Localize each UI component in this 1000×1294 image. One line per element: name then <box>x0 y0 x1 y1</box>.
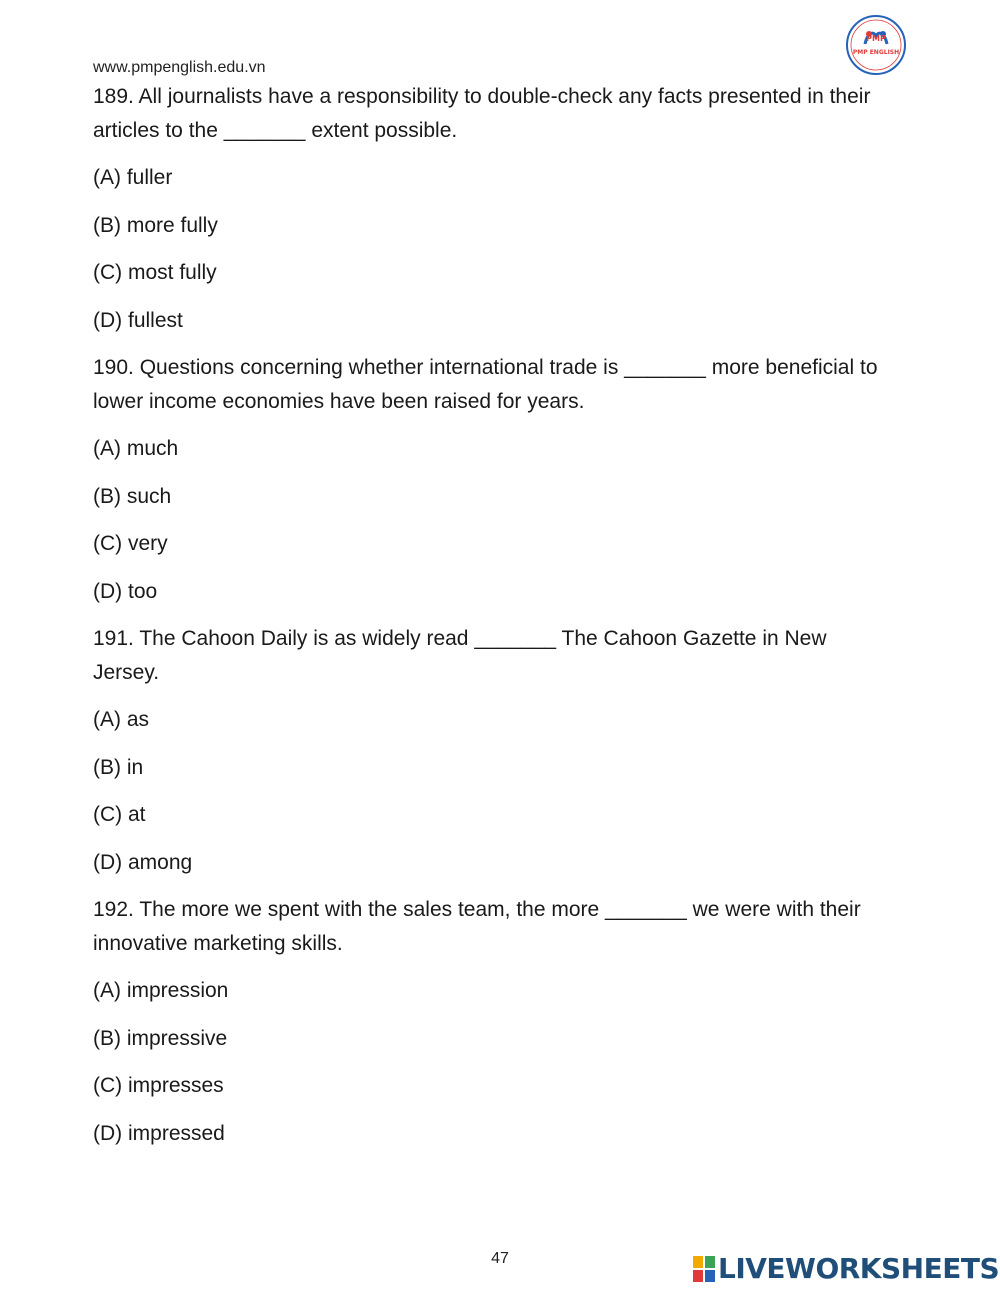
answer-option[interactable]: (D) impressed <box>93 1121 225 1145</box>
answer-option[interactable]: (A) as <box>93 708 150 731</box>
answer-option[interactable]: (C) very <box>93 532 168 555</box>
pmp-english-logo <box>845 14 907 76</box>
answer-option[interactable]: (C) impresses <box>93 1074 224 1097</box>
liveworksheets-wordmark: LIVEWORKSHEETS <box>718 1252 1000 1285</box>
answer-option[interactable]: (D) too <box>93 579 158 603</box>
question-block <box>93 893 893 1151</box>
answer-option[interactable]: (A) much <box>93 437 179 460</box>
answer-option[interactable]: (C) most fully <box>93 261 217 284</box>
answer-option[interactable]: (C) at <box>93 803 146 826</box>
liveworksheets-logo-icon <box>693 1256 715 1282</box>
answer-option[interactable]: (A) impression <box>93 979 229 1002</box>
answer-option[interactable]: (B) more fully <box>93 213 218 237</box>
svg-text:PMP: PMP <box>866 34 886 43</box>
worksheet-content <box>93 80 893 1164</box>
answer-option[interactable]: (B) in <box>93 755 144 779</box>
question-text: 189. All journalists have a responsibility to double-check any facts presented in their articles to the _______ extent possible. <box>93 85 871 142</box>
site-url: www.pmpenglish.edu.vn <box>93 59 266 76</box>
question-block <box>93 351 893 609</box>
answer-option[interactable]: (B) impressive <box>93 1026 228 1050</box>
answer-option[interactable]: (D) among <box>93 850 193 874</box>
question-text: 191. The Cahoon Daily is as widely read _______ The Cahoon Gazette in New Jersey. <box>93 627 827 684</box>
answer-option[interactable]: (A) fuller <box>93 166 173 189</box>
answer-option[interactable]: (B) such <box>93 484 172 508</box>
page-number: 47 <box>491 1250 509 1267</box>
question-block <box>93 80 893 338</box>
question-block <box>93 622 893 880</box>
answer-option[interactable]: (D) fullest <box>93 308 183 332</box>
question-text: 192. The more we spent with the sales team, the more _______ we were with their innovative marketing skills. <box>93 898 861 955</box>
logo-text: PMP ENGLISH <box>852 49 900 56</box>
question-text: 190. Questions concerning whether international trade is _______ more beneficial to lower income economies have been raised for years. <box>93 356 878 413</box>
liveworksheets-brand[interactable] <box>693 1253 999 1285</box>
